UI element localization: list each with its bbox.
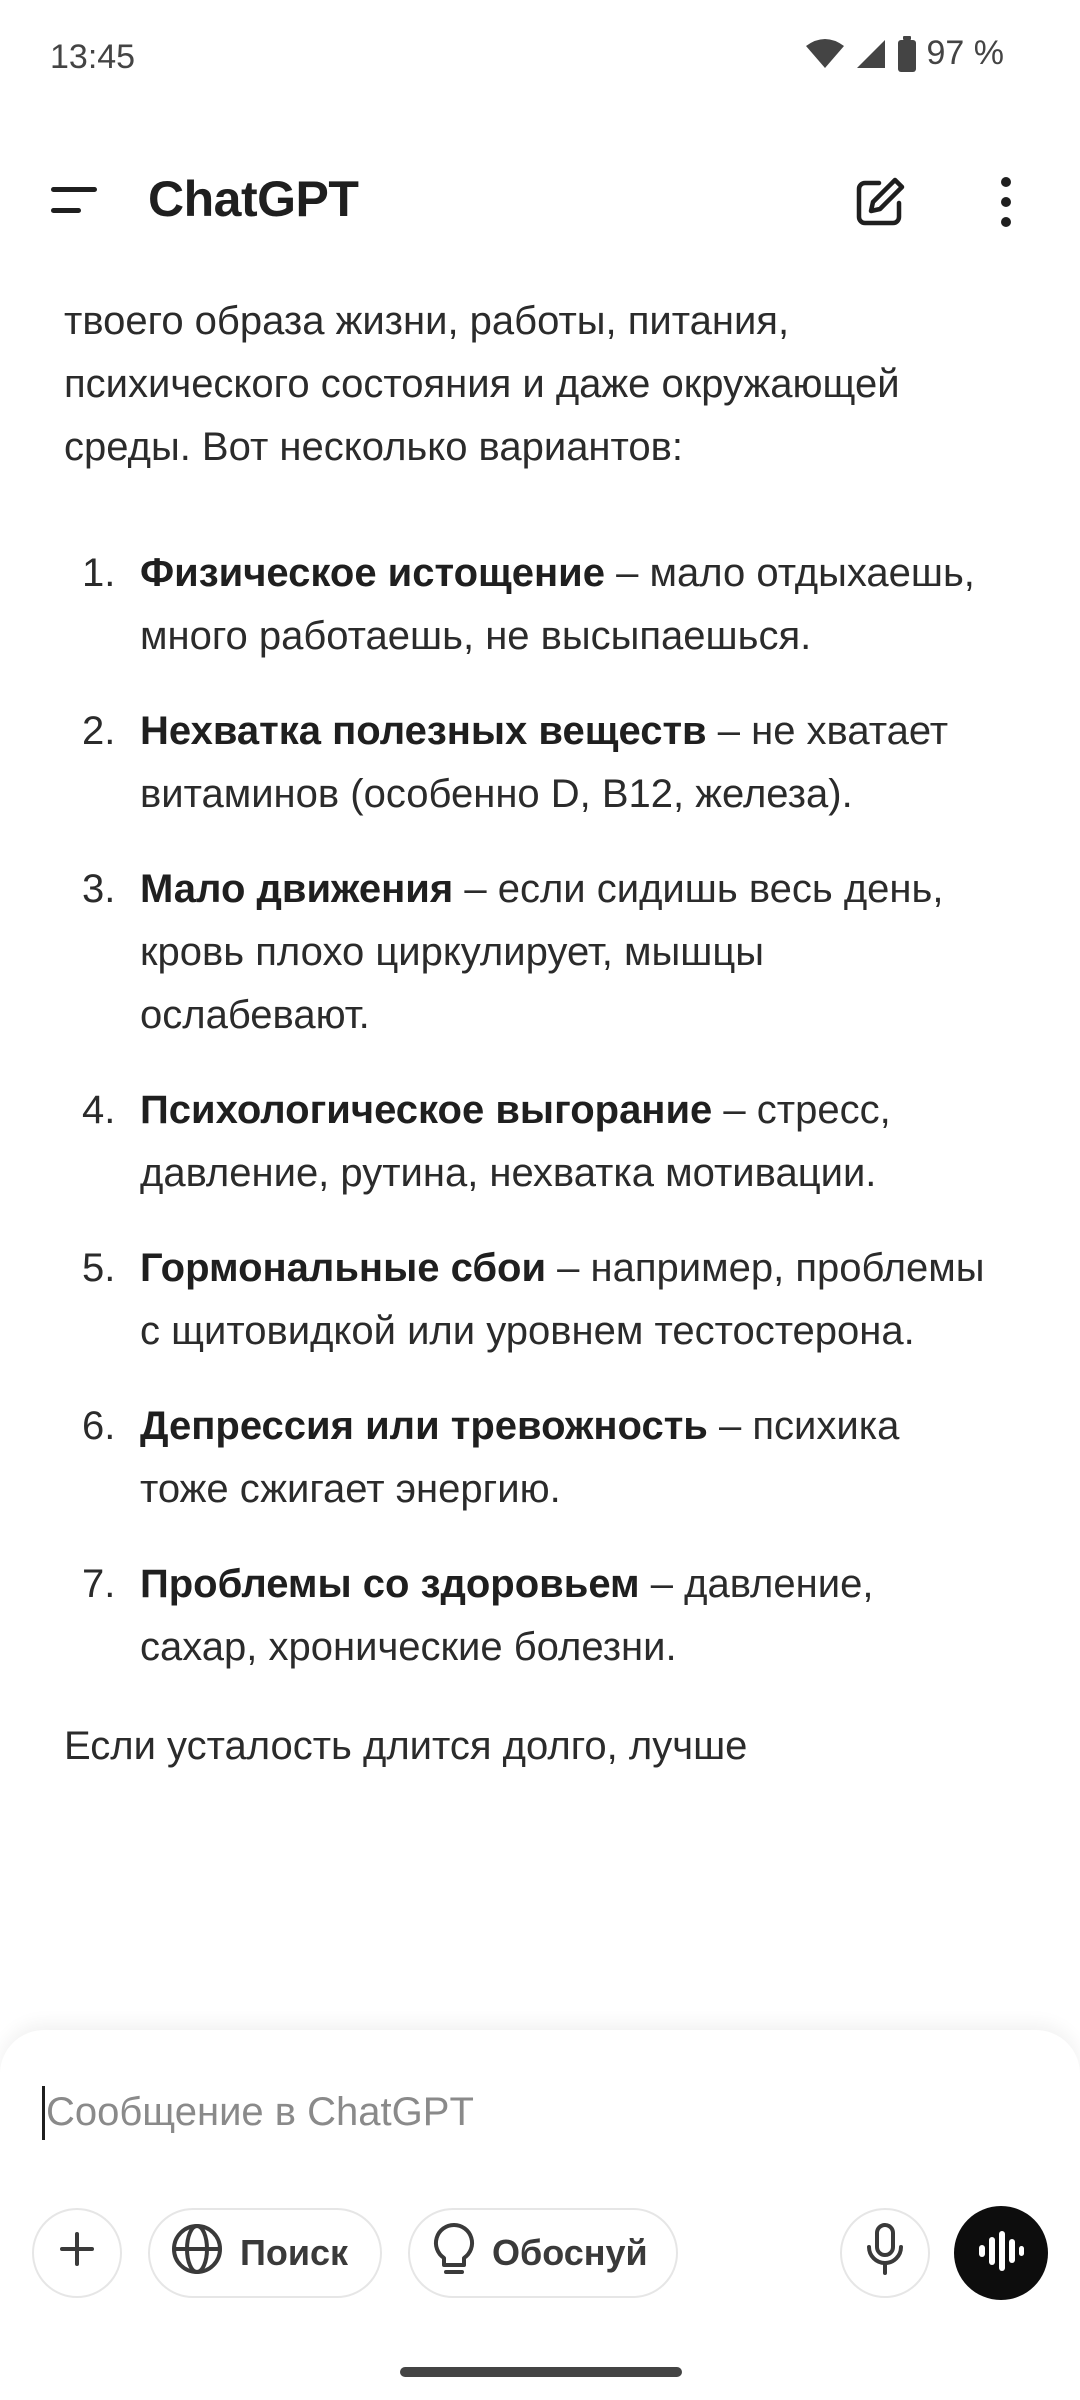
list-item bbox=[64, 542, 994, 668]
list-item bbox=[64, 700, 994, 826]
dictation-button[interactable] bbox=[840, 2208, 930, 2298]
list-item-text: – мало отдыхаешь, много работаешь, не высыпаешься. bbox=[140, 551, 975, 658]
list-number: 5. bbox=[82, 1246, 116, 1290]
list-item-text: – психика тоже сжигает энергию. bbox=[140, 1404, 900, 1511]
voice-waveform-icon bbox=[977, 2229, 1025, 2278]
list-item-title: Проблемы со здоровьем bbox=[140, 1562, 640, 1606]
globe-icon bbox=[170, 2222, 224, 2285]
list-item-text: – например, проблемы с щитовидкой или уровнем тестостерона. bbox=[140, 1246, 985, 1353]
list-number: 2. bbox=[82, 709, 116, 753]
app-title: ChatGPT bbox=[148, 171, 359, 227]
more-vertical-icon bbox=[999, 175, 1013, 234]
menu-icon bbox=[49, 183, 99, 222]
wifi-icon bbox=[805, 38, 845, 70]
list-item bbox=[64, 1395, 994, 1521]
assistant-message bbox=[64, 290, 994, 2030]
more-options-button[interactable] bbox=[966, 164, 1046, 244]
voice-mode-button[interactable] bbox=[954, 2206, 1048, 2300]
status-icons bbox=[805, 34, 1005, 73]
list-item-title: Физическое истощение bbox=[140, 551, 605, 595]
search-button-label: Поиск bbox=[240, 2232, 349, 2273]
list-item-title: Психологическое выгорание bbox=[140, 1088, 713, 1132]
list-item-text: – давление, сахар, хронические болезни. bbox=[140, 1562, 874, 1669]
list-item-title: Мало движения bbox=[140, 867, 454, 911]
list-item bbox=[64, 1553, 994, 1679]
list-number: 4. bbox=[82, 1088, 116, 1132]
app-bar bbox=[0, 140, 1080, 260]
home-indicator[interactable] bbox=[400, 2367, 682, 2377]
list-item-title: Гормональные сбои bbox=[140, 1246, 547, 1290]
list-item-title: Нехватка полезных веществ bbox=[140, 709, 707, 753]
menu-button[interactable] bbox=[36, 164, 112, 240]
list-item bbox=[64, 858, 994, 1047]
message-input[interactable] bbox=[42, 2082, 1006, 2142]
list-item-title: Депрессия или тревожность bbox=[140, 1404, 708, 1448]
search-button[interactable] bbox=[148, 2208, 382, 2298]
message-intro: твоего образа жизни, работы, питания, психического состояния и даже окружающей среды. Вот несколько вариантов: bbox=[64, 299, 900, 469]
composer bbox=[0, 2030, 1080, 2400]
edit-icon bbox=[853, 175, 907, 234]
attach-button[interactable] bbox=[32, 2208, 122, 2298]
list-item-text: – не хватает витаминов (особенно D, B12, железа). bbox=[140, 709, 949, 816]
plus-icon bbox=[57, 2229, 97, 2278]
status-bar bbox=[0, 0, 1080, 118]
list-item-text: – стресс, давление, рутина, нехватка мотивации. bbox=[140, 1088, 891, 1195]
list-item-text: – если сидишь весь день, кровь плохо циркулирует, мышцы ослабевают. bbox=[140, 867, 944, 1037]
list-number: 6. bbox=[82, 1404, 116, 1448]
list-number: 1. bbox=[82, 551, 116, 595]
reason-button-label: Обоснуй bbox=[492, 2232, 648, 2273]
message-outro: Если усталость длится долго, лучше bbox=[64, 1724, 748, 1768]
mic-icon bbox=[865, 2223, 905, 2284]
cause-list bbox=[64, 542, 994, 1679]
list-number: 3. bbox=[82, 867, 116, 911]
reason-button[interactable] bbox=[408, 2208, 678, 2298]
battery-percent: 97 % bbox=[926, 34, 1004, 72]
new-chat-button[interactable] bbox=[840, 164, 920, 244]
list-item bbox=[64, 1079, 994, 1205]
signal-icon bbox=[855, 38, 887, 70]
status-time: 13:45 bbox=[50, 38, 136, 76]
list-number: 7. bbox=[82, 1562, 116, 1606]
battery-icon bbox=[897, 36, 917, 72]
list-item bbox=[64, 1237, 994, 1363]
lightbulb-icon bbox=[432, 2221, 476, 2286]
